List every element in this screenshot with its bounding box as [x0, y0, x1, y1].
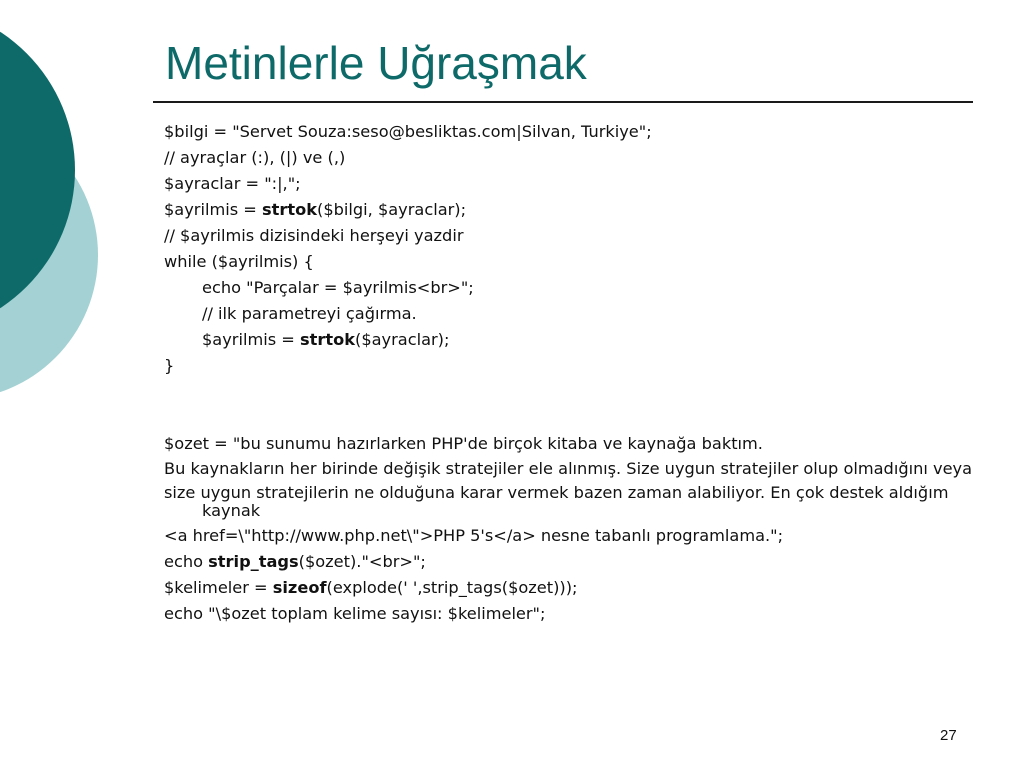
- code-block: [164, 122, 994, 630]
- blank-line: [164, 382, 994, 402]
- code-line: // $ayrilmis dizisindeki herşeyi yazdir: [164, 226, 464, 245]
- code-line: [202, 330, 994, 350]
- code-text: ($ozet)."<br>";: [298, 552, 426, 571]
- title-underline: [153, 101, 973, 103]
- code-line: [164, 578, 994, 598]
- page-number: 27: [940, 727, 957, 744]
- code-line: size uygun stratejilerin ne olduğuna karar vermek bazen zaman alabiliyor. En çok destek aldığım kaynak: [164, 483, 949, 520]
- code-line: while ($ayrilmis) {: [164, 252, 314, 271]
- keyword-strtok: strtok: [300, 330, 355, 349]
- code-line: $ozet = "bu sunumu hazırlarken PHP'de birçok kitaba ve kaynağa baktım.: [164, 434, 763, 453]
- keyword-sizeof: sizeof: [272, 578, 327, 597]
- code-text: ($ayraclar);: [355, 330, 450, 349]
- code-line: $bilgi = "Servet Souza:seso@besliktas.com|Silvan, Turkiye";: [164, 122, 652, 141]
- code-text: $ayrilmis =: [202, 330, 301, 349]
- keyword-strtok: strtok: [262, 200, 317, 219]
- code-line: <a href=\"http://www.php.net\">PHP 5's</a> nesne tabanlı programlama.";: [164, 526, 784, 545]
- code-line: // ayraçlar (:), (|) ve (,): [164, 148, 346, 167]
- code-text: $kelimeler =: [164, 578, 273, 597]
- code-text: $ayrilmis =: [164, 200, 263, 219]
- code-line: Bu kaynakların her birinde değişik stratejiler ele alınmış. Size uygun stratejiler olup olmadığını veya: [164, 459, 973, 478]
- slide-title: Metinlerle Uğraşmak: [165, 37, 587, 89]
- keyword-strip-tags: strip_tags: [208, 552, 299, 571]
- code-line: $ayraclar = ":|,";: [164, 174, 301, 193]
- code-text: echo: [164, 552, 209, 571]
- code-line: // ilk parametreyi çağırma.: [202, 304, 417, 323]
- code-line: }: [164, 356, 175, 375]
- code-line: echo "Parçalar = $ayrilmis<br>";: [202, 278, 474, 297]
- code-text: (explode(' ',strip_tags($ozet)));: [326, 578, 578, 597]
- blank-line: [164, 408, 994, 428]
- code-line: echo "\$ozet toplam kelime sayısı: $kelimeler";: [164, 604, 546, 623]
- code-line: [164, 552, 994, 572]
- code-text: ($bilgi, $ayraclar);: [317, 200, 467, 219]
- code-line: [164, 200, 994, 220]
